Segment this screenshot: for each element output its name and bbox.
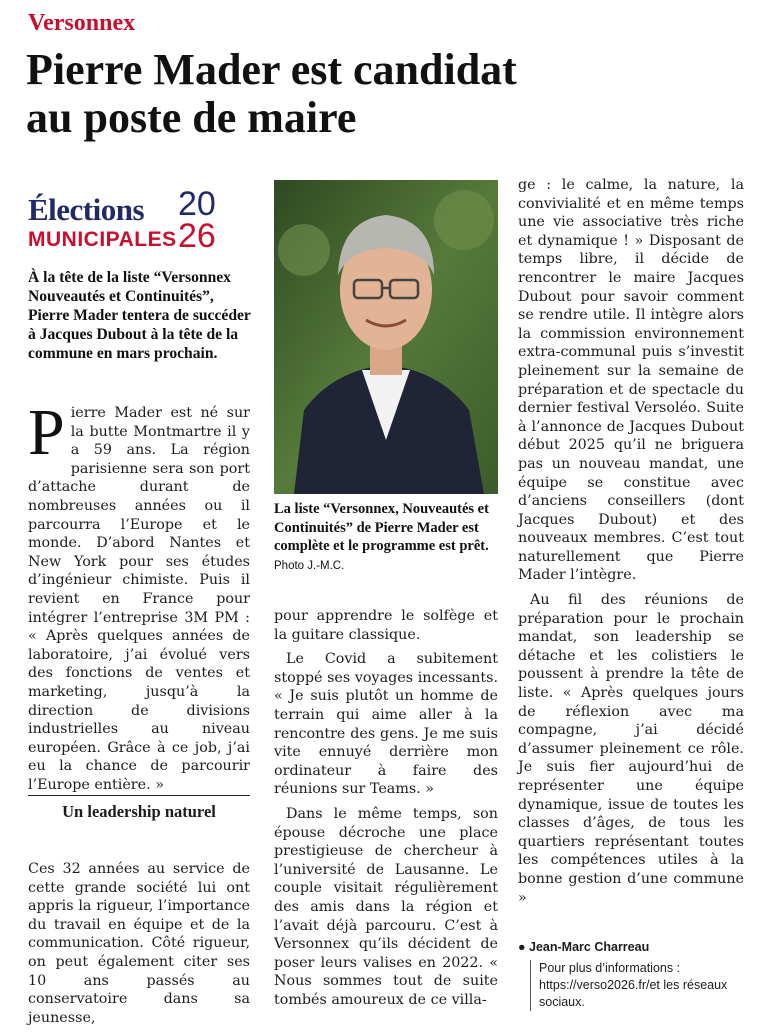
paragraph: Ces 32 années au service de cette grande société lui ont appris la rigueur, l’importance du travail en équipe et de la communication. Côté rigueur, on peut également citer ses 10 ans passés au conservatoire dans sa jeunesse, <box>28 861 250 1026</box>
elections-logo <box>28 185 260 258</box>
headline <box>26 46 726 142</box>
more-info-text: Pour plus d’informations : https://verso2026.fr/et les réseaux sociaux. <box>539 961 728 1009</box>
year-top: 20 <box>178 185 216 223</box>
drop-cap: P <box>28 396 65 469</box>
portrait-photo <box>274 180 498 494</box>
elections-year <box>178 185 216 255</box>
elections-word: Élections <box>28 192 145 227</box>
paragraph-text: ierre Mader est né sur la butte Montmartre il y a 59 ans. La région parisienne sera son port d’attache durant de nombreuses années ou il parcourra l’Europe et le monde. D’abord Nantes et New York pour ses études d’ingénieur chimiste. Puis il revient en France pour intégrer l’entreprise 3M PM : « Après quelques années de laboratoire, j’ai évolué vers des fonctions de ventes et marketing, jusqu’à la direction de divisions industrielles au niveau européen. Grâce à ce job, j’ai eu la chance de parcourir l’Europe entière. » <box>28 405 250 793</box>
chapo: À la tête de la liste “Versonnex Nouveautés et Continuités”, Pierre Mader tentera de succéder à Jacques Dubout à la tête de la commune en mars prochain. <box>28 269 251 362</box>
photo-caption <box>274 500 498 575</box>
paragraph: pour apprendre le solfège et la guitare classique. <box>274 608 498 643</box>
column-1-body-2 <box>28 860 250 1033</box>
headline-line-1: Pierre Mader est candidat <box>26 45 517 94</box>
paragraph <box>28 396 250 794</box>
more-info <box>530 960 745 1011</box>
byline: ● Jean-Marc Charreau <box>518 940 650 954</box>
photo-credit: Photo J.-M.C. <box>274 559 345 572</box>
paragraph: Le Covid a subitement stoppé ses voyages incessants. « Je suis plutôt un homme de terrain qui aime aller à la rencontre des gens. Je me suis vite ennuyé derrière mon ordinateur à faire des réunions sur Teams. » <box>274 651 498 798</box>
paragraph: ge : le calme, la nature, la convivialité et en même temps une vie associative très riche et dynamique ! » Disposant de temps libre, il décide de rencontrer le maire Jacques Dubout pour savoir comment se rendre utile. Il intègre alors la commission environnement extra-communal puis s’investit pleinement sur la semaine de préparation et de spectacle du dernier festival Versoléo. Suite à l’annonce de Jacques Dubout début 2025 qu’il ne briguera pas un nouveau mandat, une équipe se constitue avec d’anciens conseillers (dont Jacques Dubout) et des nouveaux membres. C’est tout naturellement que Pierre Mader l’intègre. <box>518 177 744 584</box>
paragraph: Dans le même temps, son épouse décroche une place prestigieuse de chercheur à l’université de Lausanne. Le couple visitait régulièrement des amis dans la région et l’avait déjà parcouru. C’est à Versonnex qu’ils décident de poser leurs valises en 2022. « Nous sommes tout de suite tombés amoureux de ce villa- <box>274 805 498 1008</box>
headline-line-2: au poste de maire <box>26 93 357 142</box>
portrait-illustration <box>274 180 498 494</box>
elections-subtitle: MUNICIPALES <box>28 228 177 251</box>
section-label: Versonnex <box>28 10 136 36</box>
caption-text: La liste “Versonnex, Nouveautés et Continuités” de Pierre Mader est complète et le programme est prêt. <box>274 501 489 554</box>
column-3-body <box>518 176 744 913</box>
year-bottom: 26 <box>178 217 216 255</box>
column-1-body <box>28 396 250 800</box>
subheading: Un leadership naturel <box>28 795 250 822</box>
paragraph: Au fil des réunions de préparation pour le prochain mandat, son leadership se détache et les colistiers le poussent à prendre la tête de liste. « Après quelques jours de réflexion avec ma compagne, j’ai décidé d’assumer pleinement ce rôle. Je suis fier aujourd’hui de représenter une équipe dynamique, issue de toutes les classes d’âges, de tous les quartiers représentant toutes les compétences utiles à la bonne gestion d’une commune » <box>518 592 744 906</box>
column-2-body <box>274 607 498 1015</box>
